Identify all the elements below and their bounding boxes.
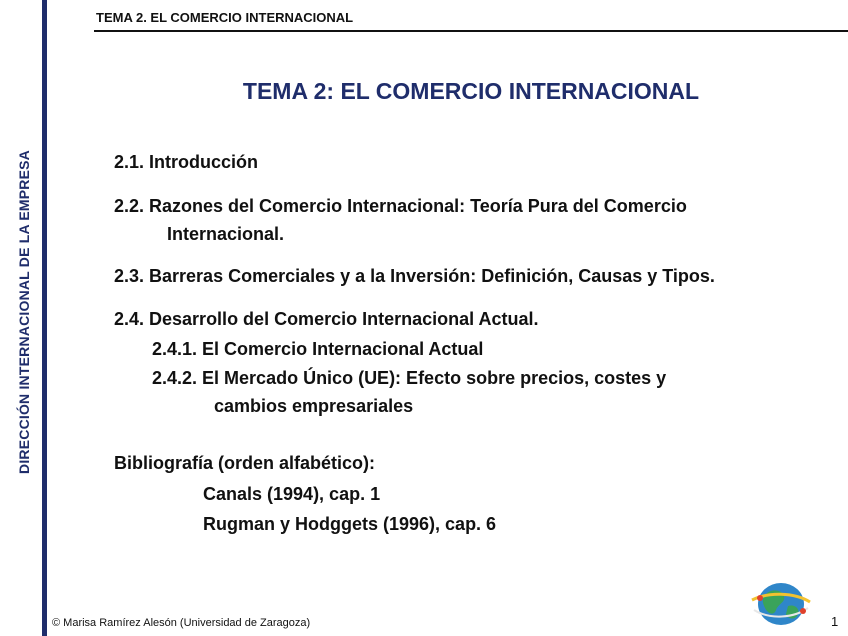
page-number: 1 bbox=[831, 614, 839, 629]
bibliography-item: Rugman y Hodggets (1996), cap. 6 bbox=[203, 514, 497, 534]
section-item: 2.4. Desarrollo del Comercio Internacional Actual. bbox=[114, 309, 539, 329]
bibliography-heading: Bibliografía (orden alfabético): bbox=[114, 453, 376, 473]
header-divider bbox=[94, 30, 848, 32]
header-title: TEMA 2. EL COMERCIO INTERNACIONAL bbox=[96, 10, 354, 25]
section-item-continuation: Internacional. bbox=[167, 224, 285, 244]
section-item: 2.2. Razones del Comercio Internacional: Teoría Pura del Comercio bbox=[114, 196, 687, 216]
section-item: 2.3. Barreras Comerciales y a la Inversión: Definición, Causas y Tipos. bbox=[114, 266, 715, 286]
subsection-item: 2.4.1. El Comercio Internacional Actual bbox=[152, 339, 484, 359]
footer-copyright: © Marisa Ramírez Alesón (Universidad de Zaragoza) bbox=[52, 617, 311, 629]
sidebar-bar bbox=[42, 0, 47, 636]
page-title: TEMA 2: EL COMERCIO INTERNACIONAL bbox=[242, 78, 700, 104]
section-item: 2.1. Introducción bbox=[114, 152, 259, 172]
bibliography-item: Canals (1994), cap. 1 bbox=[203, 484, 381, 504]
globe-icon bbox=[748, 580, 814, 628]
subsection-item-continuation: cambios empresariales bbox=[214, 396, 414, 416]
subsection-item: 2.4.2. El Mercado Único (UE): Efecto sobre precios, costes y bbox=[152, 368, 667, 388]
sidebar-vertical-label: DIRECCIÓN INTERNACIONAL DE LA EMPRESA bbox=[16, 150, 32, 474]
